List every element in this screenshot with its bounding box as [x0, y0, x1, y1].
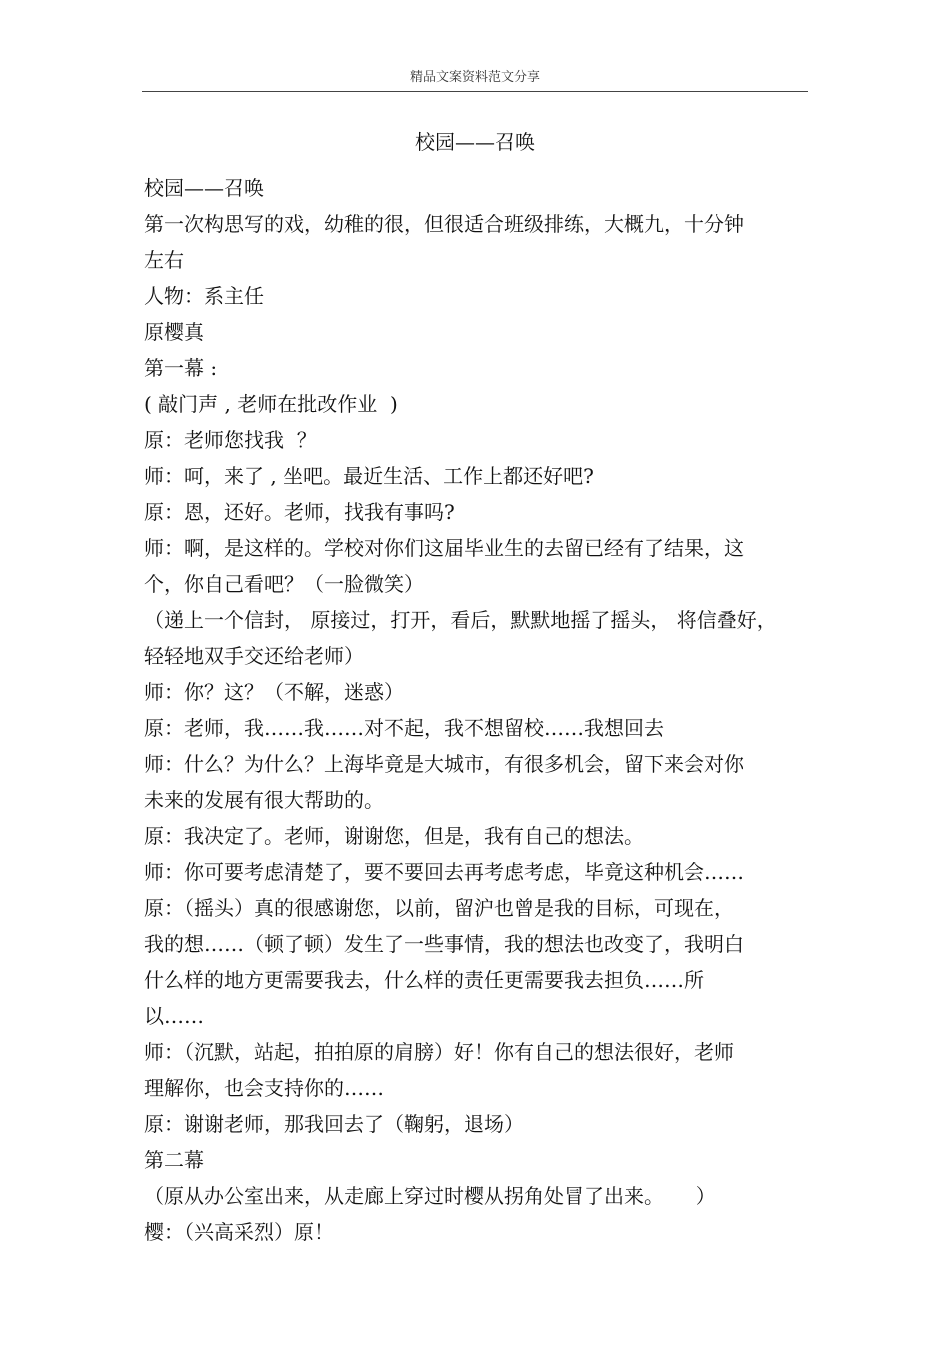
text-line: 以……	[144, 1004, 204, 1028]
text-line: 原：恩，还好。老师，找我有事吗?	[144, 500, 455, 524]
text-line: 樱：（兴高采烈）原！	[144, 1220, 334, 1244]
text-line: 我的想……（顿了顿）发生了一些事情，我的想法也改变了，我明白	[144, 932, 744, 956]
header-divider	[142, 91, 808, 92]
text-line: 原：老师您找我 ？	[144, 428, 317, 452]
page-header: 精品文案资料范文分享	[409, 70, 540, 85]
text-line: 原：谢谢老师，那我回去了（鞠躬，退场）	[144, 1112, 524, 1136]
document-title: 校园——召唤	[415, 130, 535, 154]
text-line: 师：啊，是这样的。学校对你们这届毕业生的去留已经有了结果，这	[144, 536, 744, 560]
text-line: 理解你，也会支持你的……	[144, 1076, 384, 1100]
text-line: 师：（沉默，站起，拍拍原的肩膀）好！你有自己的想法很好，老师	[144, 1040, 734, 1064]
text-line: 师：什么？为什么？上海毕竟是大城市，有很多机会，留下来会对你	[144, 752, 744, 776]
text-line: 原：（摇头）真的很感谢您，以前，留沪也曾是我的目标，可现在，	[144, 896, 734, 920]
text-line: 什么样的地方更需要我去，什么样的责任更需要我去担负……所	[144, 968, 704, 992]
text-line: ( 敲门声 , 老师在批改作业 )	[144, 392, 398, 416]
text-line: 第二幕	[144, 1148, 204, 1172]
text-line: 校园——召唤	[144, 176, 264, 200]
text-line: 第一次构思写的戏，幼稚的很，但很适合班级排练，大概九，十分钟	[144, 212, 744, 236]
text-line: 原樱真	[144, 320, 204, 344]
text-line: 师：你？这？（不解，迷惑）	[144, 680, 404, 704]
text-line: 原：老师，我……我……对不起，我不想留校……我想回去	[144, 716, 664, 740]
text-line: 人物：系主任	[144, 284, 264, 308]
text-line: 原：我决定了。老师，谢谢您，但是，我有自己的想法。	[144, 824, 644, 848]
text-line: （原从办公室出来，从走廊上穿过时樱从拐角处冒了出来。 ）	[144, 1184, 716, 1208]
text-line: 师：你可要考虑清楚了，要不要回去再考虑考虑，毕竟这种机会……	[144, 860, 744, 884]
text-line: （递上一个信封， 原接过，打开，看后，默默地摇了摇头， 将信叠好，	[144, 608, 777, 632]
text-line: 第一幕 :	[144, 356, 218, 380]
text-line: 未来的发展有很大帮助的。	[144, 788, 384, 812]
text-line: 左右	[144, 248, 184, 272]
text-line: 师：呵，来了 , 坐吧。最近生活、工作上都还好吧?	[144, 464, 594, 488]
document-body	[144, 174, 804, 1254]
text-line: 个，你自己看吧？（一脸微笑）	[144, 572, 424, 596]
text-line: 轻轻地双手交还给老师）	[144, 644, 364, 668]
